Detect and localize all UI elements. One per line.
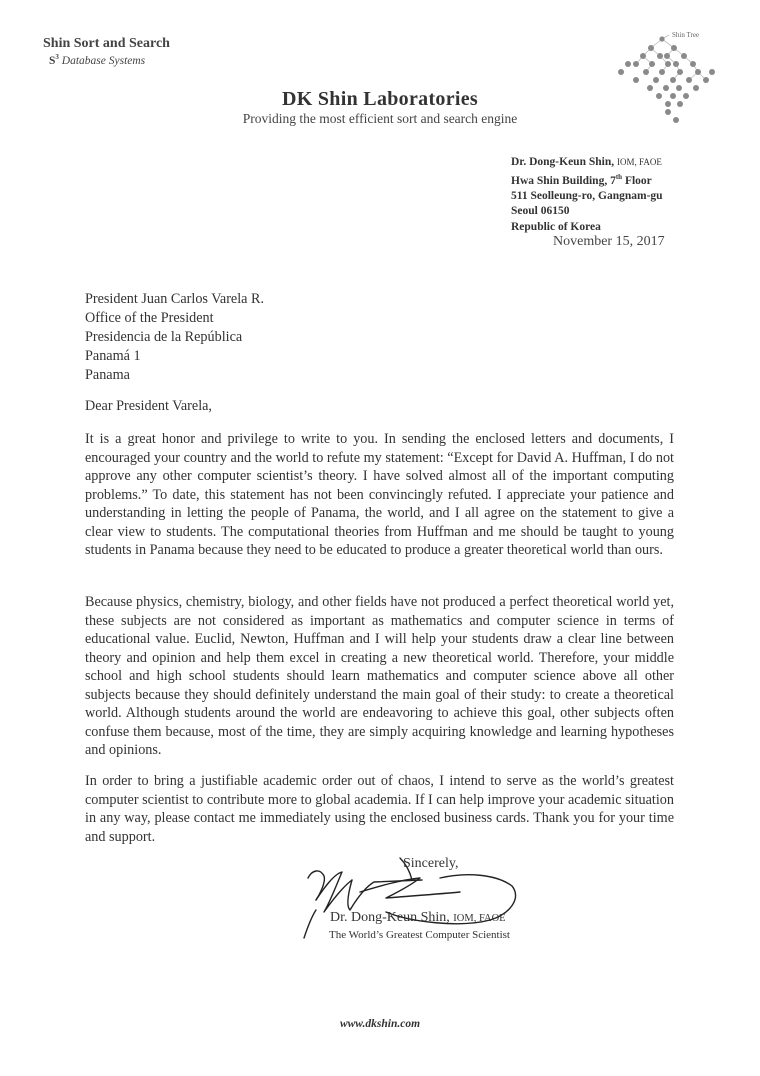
body-paragraph: In order to bring a justifiable academic order out of chaos, I intend to serve as the world’s greatest computer scientist to contribute more to global academia. If I can help improve your academic situation in any way, please contact me immediately using the enclosed business cards. Thank you for your time and support. bbox=[85, 773, 674, 845]
brand-subtitle-text: Database Systems bbox=[61, 54, 146, 67]
sender-street: 511 Seolleung-ro, Gangnam-gu bbox=[511, 190, 663, 203]
brand-s3: $S^3$ bbox=[49, 53, 59, 67]
sender-country: Republic of Korea bbox=[511, 220, 601, 233]
body-paragraph: It is a great honor and privilege to write to you. In sending the enclosed letters and documents, I encouraged your country and the world to refute my statement: “Except for David A. Huffman, I do not approve any other computer scientist’s theory. I have solved almost all of the important computing problems.” To date, this statement has not been convincingly refuted. I appreciate your patience and understanding in letting the people of Panama, the world, and I all agree on the statement to give a clear view to students. The computational theories from Huffman and me should be taught to young students in Panama because they need to be educated to produce a greater theoretical world than ours. bbox=[85, 431, 674, 558]
signer-name: Dr. Dong-Keun Shin, IOM, FAOE bbox=[330, 910, 506, 925]
sender-credentials: IOM, FAOE bbox=[616, 157, 662, 167]
recipient-line: Panamá 1 bbox=[85, 348, 141, 364]
brand-subtitle bbox=[49, 53, 145, 67]
recipient-line: Office of the President bbox=[85, 310, 214, 326]
sender-address bbox=[511, 155, 663, 235]
logo-label: Shin Tree bbox=[672, 31, 700, 39]
brand-name: Shin Sort and Search bbox=[43, 36, 170, 51]
recipient-line: Presidencia de la República bbox=[85, 329, 243, 345]
sender-city: Seoul 06150 bbox=[511, 205, 570, 218]
salutation: Dear President Varela, bbox=[85, 398, 212, 414]
signer-credentials: IOM, FAOE bbox=[453, 913, 506, 924]
sender-building: Hwa Shin Building, 7th Floor bbox=[511, 173, 652, 188]
signer-title: The World’s Greatest Computer Scientist bbox=[329, 929, 510, 941]
website-footer: www.dkshin.com bbox=[339, 1018, 421, 1030]
body-paragraph: Because physics, chemistry, biology, and other fields have not produced a perfect theoretical world yet, these subjects are not considered as important as mathematics and computer science in terms of educational value. Euclid, Newton, Huffman and I will help your students draw a clear line between theory and opinion and help them excel in creating a new theoretical world. Therefore, your middle school and high school students should learn mathematics and computer science above all other subjects because they should definitely understand the main goal of their study: to create a theoretical world. Although students around the world are endeavoring to achieve this goal, other subjects often confuse them because, most of the time, they are simply acquiring knowledge and learning hypotheses and opinions. bbox=[85, 594, 674, 758]
closing: Sincerely, bbox=[403, 856, 459, 871]
sender-name-line: Dr. Dong-Keun Shin, IOM, FAOE bbox=[511, 156, 662, 168]
recipient-line: Panama bbox=[85, 367, 130, 383]
recipient-line: President Juan Carlos Varela R. bbox=[85, 291, 265, 307]
lab-tagline: Providing the most efficient sort and search engine bbox=[242, 111, 518, 126]
recipient-address bbox=[85, 290, 264, 385]
lab-title: DK Shin Laboratories bbox=[281, 88, 479, 110]
letter-date: November 15, 2017 bbox=[553, 234, 665, 249]
